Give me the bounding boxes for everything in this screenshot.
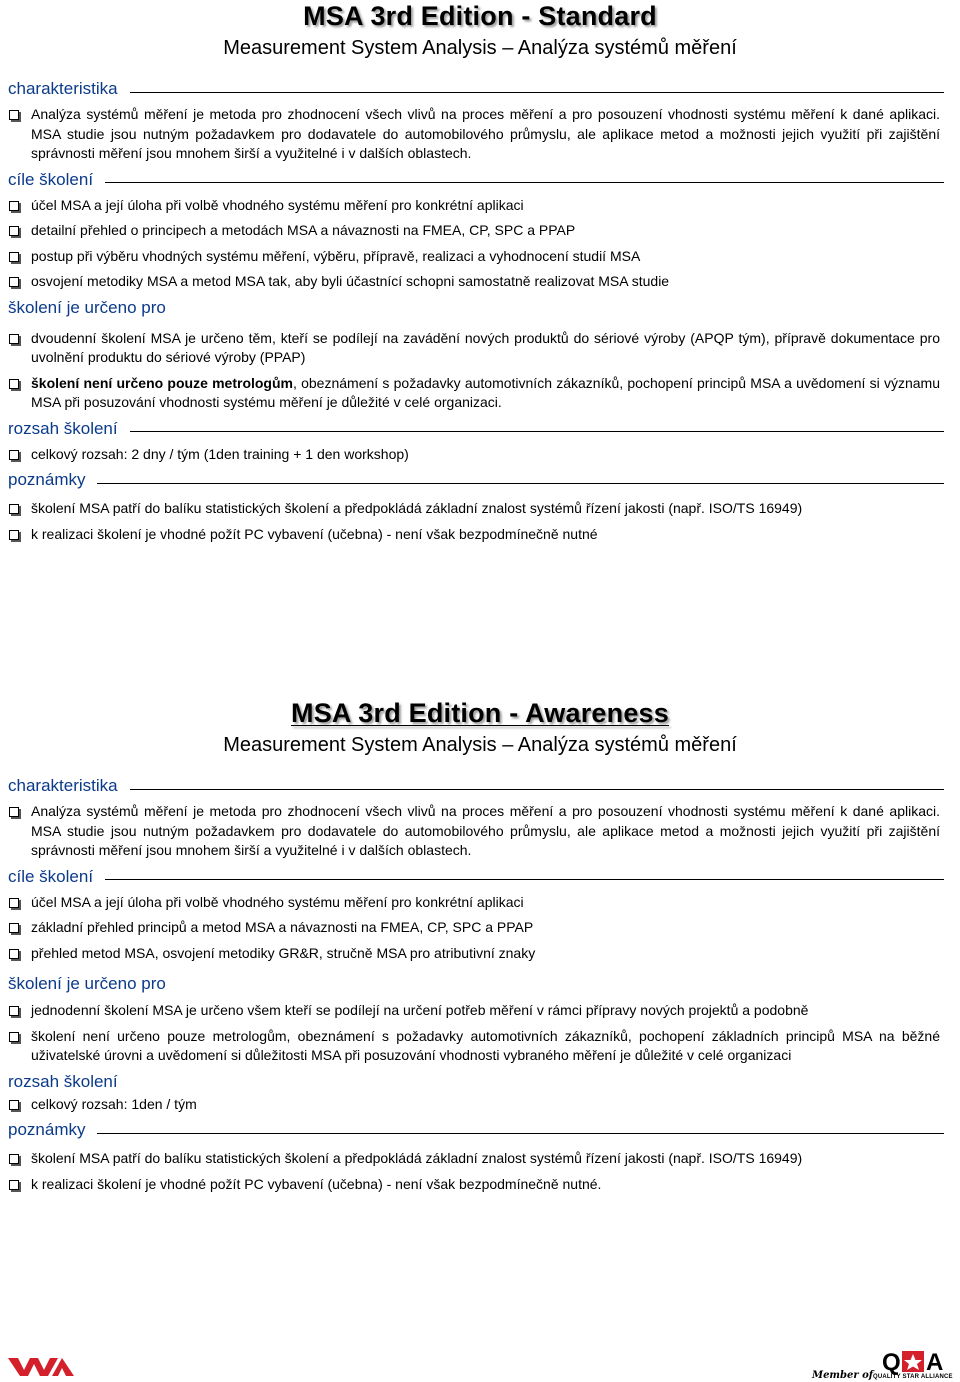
checkbox-bullet-icon	[9, 277, 19, 287]
list-charakteristika	[8, 105, 940, 164]
list-item: školení není určeno pouze metrologům, obeznámení s požadavky automotivních zákazníků, pochopení principů MSA a uvědomení si významu MSA při posuzování vhodnosti systému měření je důležité v celé organizaci.	[8, 374, 940, 413]
list-urceno	[8, 1001, 940, 1066]
list-poznamky	[8, 499, 940, 544]
section-label: poznámky	[8, 470, 86, 489]
svg-text:Q: Q	[882, 1349, 901, 1376]
list-item: celkový rozsah: 1den / tým	[8, 1095, 940, 1115]
list-item: Analýza systémů měření je metoda pro zhodnocení všech vlivů na proces měření a pro posouzení vhodnosti systému měření k dané aplikaci. MSA studie jsou nutným požadavkem pro dodavatele do automobilového průmyslu, ale aplikace metod a možnosti jejich využití při zajištění správnosti měření jsou mnohem širší a využitelné i v dalších oblastech.	[8, 802, 940, 861]
qsa-label: QUALITY STAR ALLIANCE	[873, 1374, 953, 1380]
section-rule	[105, 879, 944, 880]
checkbox-bullet-icon	[9, 1032, 19, 1042]
checkbox-bullet-icon	[9, 379, 19, 389]
list-item: školení MSA patří do balíku statistických školení a předpokládá základní znalost systémů řízení jakosti (např. ISO/TS 16949)	[8, 1149, 940, 1169]
section-heading-charakteristika	[8, 773, 944, 799]
section-label: cíle školení	[8, 169, 94, 189]
list-item: dvoudenní školení MSA je určeno těm, kteří se podílejí na zavádění nových produktů do sériové výroby (APQP tým), přípravě dokumentace pro uvolnění produktu do sériové výroby (PPAP)	[8, 329, 940, 368]
section-heading-urceno	[8, 971, 944, 997]
checkbox-bullet-icon	[9, 807, 19, 817]
checkbox-bullet-icon	[9, 923, 19, 933]
section-heading-poznamky	[8, 467, 944, 493]
list-item: Analýza systémů měření je metoda pro zhodnocení všech vlivů na proces měření a pro posouzení vhodnosti systému měření k dané aplikaci. MSA studie jsou nutným požadavkem pro dodavatele do automobilového průmyslu, ale aplikace metod a možnosti jejich využití při zajištění správnosti měření jsou mnohem širší a využitelné i v dalších oblastech.	[8, 105, 940, 164]
section-heading-urceno	[8, 295, 944, 321]
section-label: cíle školení	[8, 866, 94, 886]
checkbox-bullet-icon	[9, 110, 19, 120]
section-rule	[130, 92, 944, 93]
checkbox-bullet-icon	[9, 898, 19, 908]
section-rule	[130, 789, 944, 790]
course-title: MSA 3rd Edition - Awareness	[291, 698, 669, 728]
list-item: celkový rozsah: 2 dny / tým (1den training + 1 den workshop)	[8, 445, 940, 465]
section-heading-rozsah	[8, 1069, 944, 1095]
list-cile	[8, 893, 940, 964]
checkbox-bullet-icon	[9, 530, 19, 540]
section-rule	[97, 483, 944, 484]
list-urceno	[8, 329, 940, 413]
section-label: poznámky	[8, 1120, 86, 1139]
section-rule	[97, 1133, 944, 1134]
checkbox-bullet-icon	[9, 1100, 19, 1110]
section-heading-poznamky	[8, 1117, 944, 1143]
list-charakteristika	[8, 802, 940, 861]
checkbox-bullet-icon	[9, 504, 19, 514]
member-of-label: Member of	[812, 1370, 874, 1381]
course-subtitle: Measurement System Analysis – Analýza systémů měření	[223, 37, 737, 59]
course-standard	[0, 0, 960, 544]
section-heading-cile	[8, 167, 944, 193]
checkbox-bullet-icon	[9, 450, 19, 460]
section-heading-charakteristika	[8, 76, 944, 102]
checkbox-bullet-icon	[9, 1006, 19, 1016]
list-rozsah	[8, 445, 940, 465]
section-label: rozsah školení	[8, 418, 118, 438]
list-item: jednodenní školení MSA je určeno všem kteří se podílejí na určení potřeb měření v rámci přípravy nových projektů a podobně	[8, 1001, 940, 1021]
checkbox-bullet-icon	[9, 949, 19, 959]
wm-logo-icon	[8, 1354, 74, 1378]
checkbox-bullet-icon	[9, 1180, 19, 1190]
list-item: školení není určeno pouze metrologům, obeznámení s požadavky automotivních zákazníků, pochopení základních principů MSA na běžné uživatelské úrovni a uvědomení si důležitosti MSA při posuzování vhodnosti vybraného měření je důležité v celé organizaci	[8, 1027, 940, 1066]
list-item: detailní přehled o principech a metodách MSA a návaznosti na FMEA, CP, SPC a PPAP	[8, 221, 940, 241]
checkbox-bullet-icon	[9, 252, 19, 262]
list-item: k realizaci školení je vhodné požít PC vybavení (učebna) - není však bezpodmínečně nutné	[8, 525, 940, 545]
section-label: školení je určeno pro	[8, 974, 166, 993]
checkbox-bullet-icon	[9, 201, 19, 211]
section-label: školení je určeno pro	[8, 297, 166, 317]
svg-text:A: A	[926, 1349, 944, 1376]
list-item: účel MSA a její úloha při volbě vhodného systému měření pro konkrétní aplikaci	[8, 196, 940, 216]
checkbox-bullet-icon	[9, 334, 19, 344]
course-title: MSA 3rd Edition - Standard	[303, 1, 657, 31]
section-heading-cile	[8, 864, 944, 890]
section-rule	[130, 431, 944, 432]
course-subtitle: Measurement System Analysis – Analýza systémů měření	[223, 734, 737, 756]
list-cile	[8, 196, 940, 292]
list-item: přehled metod MSA, osvojení metodiky GR&R, stručně MSA pro atributivní znaky	[8, 944, 940, 964]
checkbox-bullet-icon	[9, 1154, 19, 1164]
section-heading-rozsah	[8, 416, 944, 442]
list-rozsah	[8, 1095, 940, 1115]
checkbox-bullet-icon	[9, 226, 19, 236]
list-poznamky	[8, 1149, 940, 1194]
section-label: rozsah školení	[8, 1071, 118, 1091]
list-item: k realizaci školení je vhodné požít PC vybavení (učebna) - není však bezpodmínečně nutné.	[8, 1175, 940, 1195]
list-item: školení MSA patří do balíku statistických školení a předpokládá základní znalost systémů řízení jakosti (např. ISO/TS 16949)	[8, 499, 940, 519]
list-item: základní přehled principů a metod MSA a návaznosti na FMEA, CP, SPC a PPAP	[8, 918, 940, 938]
list-item: osvojení metodiky MSA a metod MSA tak, aby byli účastnící schopni samostatně realizovat MSA studie	[8, 272, 940, 292]
section-label: charakteristika	[8, 776, 118, 795]
course-awareness	[0, 697, 960, 1194]
list-item: účel MSA a její úloha při volbě vhodného systému měření pro konkrétní aplikaci	[8, 893, 940, 913]
list-item: postup při výběru vhodných systému měření, výběru, přípravě, realizaci a vyhodnocení studií MSA	[8, 247, 940, 267]
section-rule	[105, 182, 944, 183]
section-label: charakteristika	[8, 79, 118, 98]
